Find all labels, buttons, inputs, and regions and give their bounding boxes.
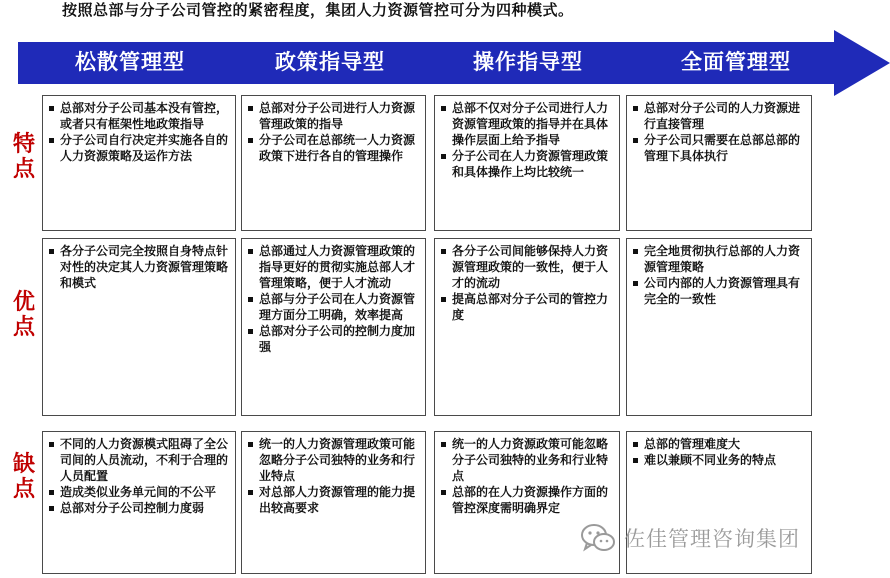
list-item: 公司内部的人力资源管理具有完全的一致性 [633, 275, 805, 307]
list-item: 各分子公司间能够保持人力资源管理政策的一致性，便于人才的流动 [441, 243, 613, 291]
wechat-icon [580, 523, 616, 553]
list-item: 总部对分子公司进行人力资源管理政策的指导 [248, 100, 419, 132]
list-item: 不同的人力资源模式阻碍了全公司间的人员流动，不利于合理的人员配置 [49, 436, 229, 484]
list-item: 分子公司只需要在总部总部的管理下具体执行 [633, 132, 805, 164]
watermark [580, 518, 800, 558]
phase-full: 全面管理型 [681, 50, 791, 74]
disadvantage-cell-policy [241, 431, 426, 574]
feature-cell-policy [241, 95, 426, 231]
advantage-cell-full [626, 238, 812, 416]
row-label-disadvantages: 缺 点 [12, 451, 35, 502]
list-item: 总部不仅对分子公司进行人力资源管理政策的指导并在具体操作层面上给予指导 [441, 100, 613, 148]
disadvantage-cell-loose [42, 431, 236, 574]
page-title: 按照总部与分子公司管控的紧密程度，集团人力资源管控可分为四种模式。 [62, 1, 574, 19]
list-item: 分子公司在总部统一人力资源政策下进行各自的管理操作 [248, 132, 419, 164]
feature-cell-full [626, 95, 812, 231]
list-item: 总部对分子公司的人力资源进行直接管理 [633, 100, 805, 132]
list-item: 难以兼顾不同业务的特点 [633, 452, 805, 468]
watermark-text: 佐佳管理咨询集团 [624, 527, 800, 551]
phase-loose: 松散管理型 [75, 50, 185, 74]
advantage-cell-loose [42, 238, 236, 416]
list-item: 提高总部对分子公司的管控力度 [441, 291, 613, 323]
row-label-features: 特 点 [12, 131, 35, 182]
advantage-cell-policy [241, 238, 426, 416]
list-item: 总部对分子公司控制力度弱 [49, 500, 229, 516]
list-item: 各分子公司完全按照自身特点针对性的决定其人力资源管理策略和模式 [49, 243, 229, 291]
list-item: 分子公司在人力资源管理政策和具体操作上均比较统一 [441, 148, 613, 180]
list-item: 统一的人力资源管理政策可能忽略分子公司独特的业务和行业特点 [248, 436, 419, 484]
list-item: 统一的人力资源政策可能忽略分子公司独特的业务和行业特点 [441, 436, 613, 484]
phase-operation: 操作指导型 [473, 50, 583, 74]
list-item: 总部通过人力资源管理政策的指导更好的贯彻实施总部人才管理策略，便于人才流动 [248, 243, 419, 291]
row-label-advantages: 优 点 [12, 289, 35, 340]
list-item: 总部对分子公司的控制力度加强 [248, 323, 419, 355]
list-item: 总部与分子公司在人力资源管理方面分工明确，效率提高 [248, 291, 419, 323]
list-item: 分子公司自行决定并实施各自的人力资源策略及运作方法 [49, 132, 229, 164]
list-item: 完全地贯彻执行总部的人力资源管理策略 [633, 243, 805, 275]
feature-cell-operation [434, 95, 620, 231]
list-item: 造成类似业务单元间的不公平 [49, 484, 229, 500]
list-item: 对总部人力资源管理的能力提出较高要求 [248, 484, 419, 516]
advantage-cell-operation [434, 238, 620, 416]
list-item: 总部的在人力资源操作方面的管控深度需明确界定 [441, 484, 613, 516]
list-item: 总部的管理难度大 [633, 436, 805, 452]
phase-policy: 政策指导型 [275, 50, 385, 74]
feature-cell-loose [42, 95, 236, 231]
list-item: 总部对分子公司基本没有管控，或者只有框架性地政策指导 [49, 100, 229, 132]
